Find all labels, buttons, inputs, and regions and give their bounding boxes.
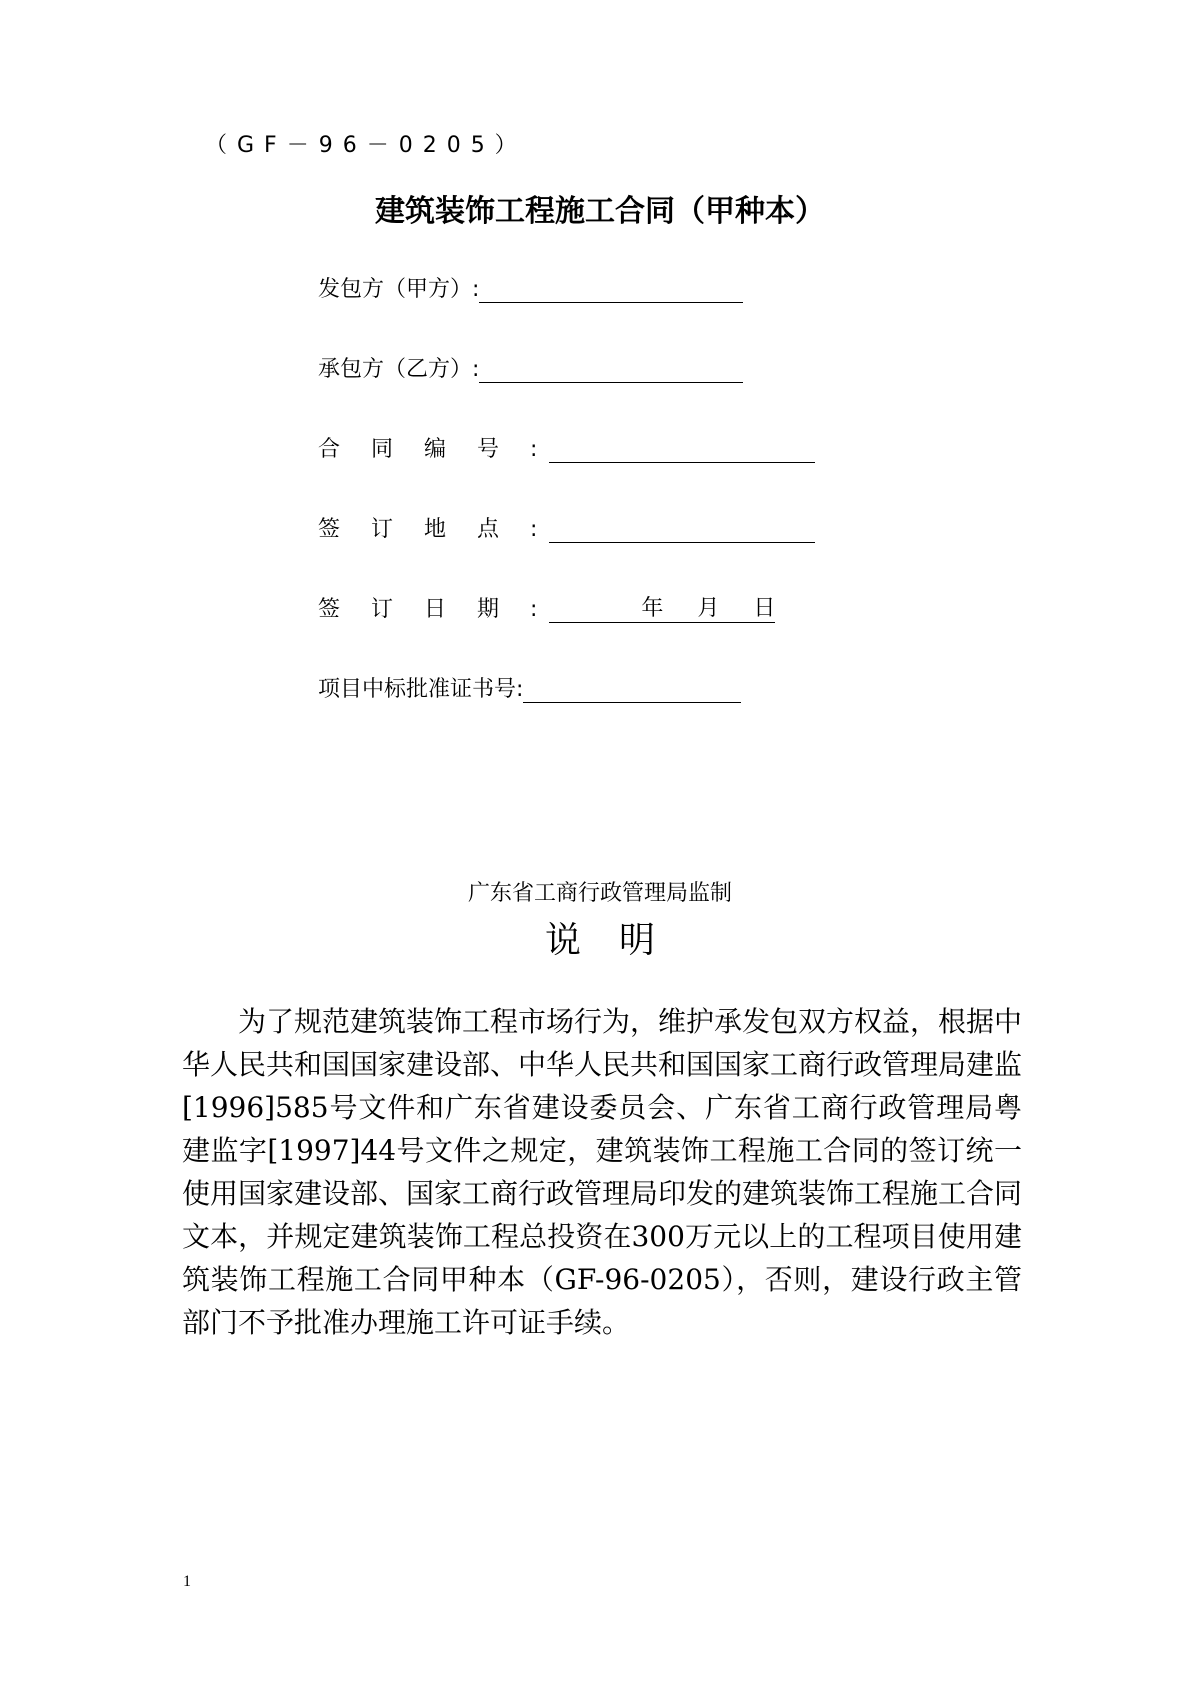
- section-heading: 说明: [544, 920, 693, 961]
- field-sign-date-blank: [549, 596, 775, 623]
- field-sign-place: [318, 512, 815, 543]
- date-month: 月: [697, 596, 720, 621]
- field-contract-no-label: 合 同 编 号 :: [318, 437, 550, 462]
- field-sign-place-label: 签 订 地 点 :: [318, 517, 550, 542]
- field-employer-blank: [479, 278, 743, 303]
- supervisor-line: 广东省工商行政管理局监制: [467, 881, 732, 906]
- field-contract-no: [318, 432, 815, 463]
- field-contractor-label: 承包方（乙方）:: [318, 357, 480, 382]
- document-title: 建筑装饰工程施工合同（甲种本）: [375, 194, 825, 229]
- field-bid-cert-blank: [523, 678, 741, 703]
- field-employer-label: 发包方（甲方）:: [318, 277, 480, 302]
- field-contractor-blank: [479, 358, 743, 383]
- field-employer: [318, 272, 743, 303]
- field-sign-date-label: 签 订 日 期 :: [318, 597, 550, 622]
- document-code: （GF－96－0205）: [205, 133, 527, 158]
- date-day: 日: [753, 596, 776, 621]
- field-bid-cert: [318, 672, 741, 703]
- field-sign-date: [318, 592, 775, 623]
- field-contract-no-blank: [549, 438, 815, 463]
- field-contractor: [318, 352, 743, 383]
- field-bid-cert-label: 项目中标批准证书号:: [318, 677, 524, 702]
- field-sign-place-blank: [549, 518, 815, 543]
- date-year: 年: [641, 596, 664, 621]
- body-paragraph: 为了规范建筑装饰工程市场行为，维护承发包双方权益，根据中华人民共和国国家建设部、中华人民共和国国家工商行政管理局建监[1996]585号文件和广东省建设委员会、广东省工商行政管理局粤建监字[1997]44号文件之规定，建筑装饰工程施工合同的签订统一使用国家建设部、国家工商行政管理局印发的建筑装饰工程施工合同文本，并规定建筑装饰工程总投资在300万元以上的工程项目使用建筑装饰工程施工合同甲种本（GF-96-0205），否则，建设行政主管部门不予批准办理施工许可证手续。: [182, 1005, 1023, 1339]
- page-number: 1: [183, 1573, 191, 1590]
